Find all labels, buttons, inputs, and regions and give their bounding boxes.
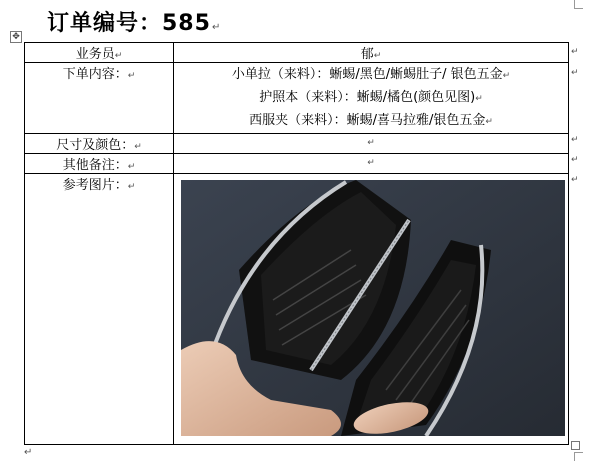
row-end-mark: ↵ [571, 175, 579, 185]
reference-label: 参考图片： [62, 178, 128, 193]
row-end-mark: ↵ [571, 47, 579, 57]
order-value-cell[interactable] [174, 63, 569, 134]
paragraph-mark: ↵ [367, 158, 375, 168]
reference-image-cell[interactable] [174, 174, 569, 445]
table-resize-handle-icon[interactable] [571, 441, 580, 450]
paragraph-mark: ↵ [127, 182, 136, 192]
paragraph-mark: ↵ [502, 71, 511, 81]
notes-value-cell[interactable] [174, 154, 569, 174]
order-line-text: 西服夹（来料）：蜥蜴/喜马拉雅/银色五金 [249, 113, 486, 128]
order-line [174, 64, 568, 87]
row-end-mark: ↵ [571, 155, 579, 165]
notes-label: 其他备注： [62, 158, 128, 173]
order-line-text: 小单拉（来料）：蜥蜴/黑色/蜥蜴肚子/ 银色五金 [231, 67, 503, 82]
crop-mark [574, 0, 583, 9]
order-line [174, 87, 568, 110]
order-line-text: 护照本（来料）：蜥蜴/橘色(颜色见图) [259, 90, 476, 105]
row-end-mark: ↵ [571, 135, 579, 145]
paragraph-mark: ↵ [127, 162, 136, 172]
paragraph-mark: ↵ [367, 138, 375, 148]
reference-row [25, 174, 569, 445]
crop-mark [574, 452, 583, 461]
table-move-handle-icon[interactable]: ✥ [10, 31, 22, 43]
wallet-photo[interactable] [181, 180, 565, 436]
size-color-value-cell[interactable] [174, 134, 569, 154]
size-color-label-cell[interactable] [25, 134, 174, 154]
paragraph-mark: ↵ [134, 142, 142, 152]
order-title [47, 6, 221, 37]
paragraph-mark: ↵ [475, 94, 483, 104]
order-label-cell[interactable] [25, 63, 174, 134]
salesperson-label-cell[interactable] [25, 43, 174, 63]
salesperson-value: 郁 [360, 47, 374, 62]
paragraph-mark: ↵ [24, 447, 33, 458]
order-line [174, 110, 568, 133]
size-color-row [25, 134, 569, 154]
order-table [24, 42, 569, 445]
notes-row [25, 154, 569, 174]
paragraph-mark: ↵ [211, 22, 222, 33]
salesperson-row [25, 43, 569, 63]
paragraph-mark: ↵ [373, 51, 382, 61]
salesperson-label: 业务员 [75, 47, 115, 62]
notes-label-cell[interactable] [25, 154, 174, 174]
order-content-row [25, 63, 569, 134]
order-title-text: 订单编号：585 [47, 11, 211, 36]
paragraph-mark: ↵ [485, 117, 493, 127]
order-label: 下单内容： [62, 67, 128, 82]
size-color-label: 尺寸及颜色： [56, 138, 135, 153]
paragraph-mark: ↵ [114, 51, 123, 61]
reference-label-cell[interactable] [25, 174, 174, 445]
salesperson-value-cell[interactable] [174, 43, 569, 63]
row-end-mark: ↵ [571, 68, 579, 78]
paragraph-mark: ↵ [127, 71, 136, 81]
